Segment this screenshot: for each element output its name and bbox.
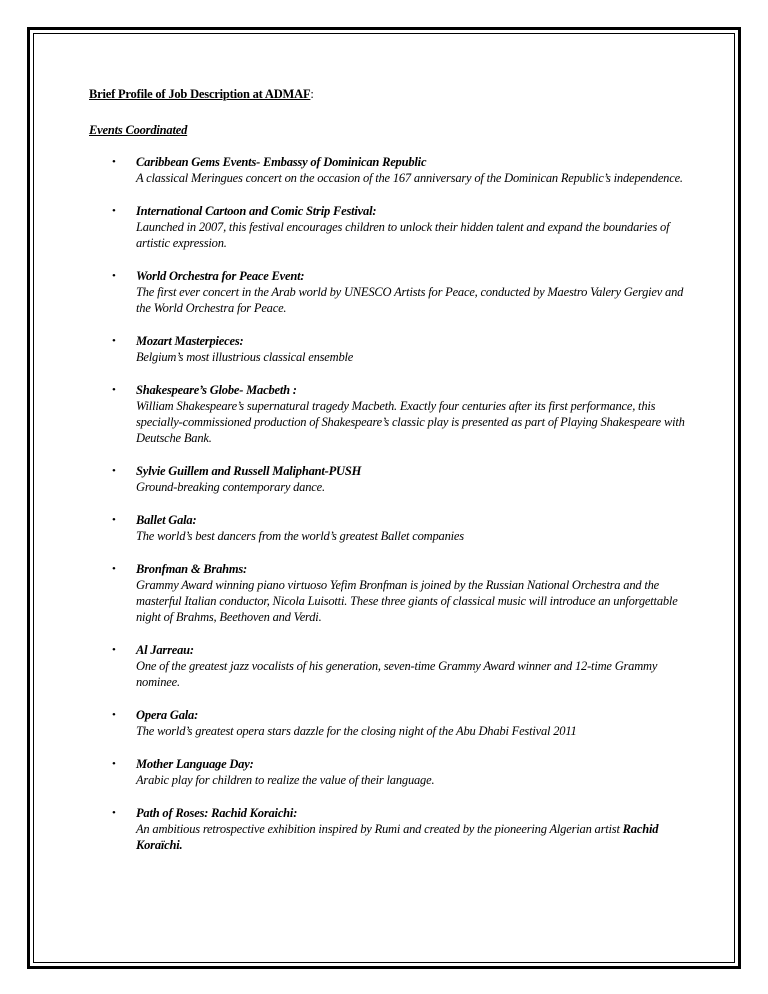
event-description <box>136 284 689 316</box>
event-description-text: Arabic play for children to realize the value of their language. <box>136 773 435 787</box>
event-item <box>89 805 689 853</box>
document-body <box>89 86 689 870</box>
event-description-text: The world’s greatest opera stars dazzle for the closing night of the Abu Dhabi Festival 2011 <box>136 724 577 738</box>
event-item <box>89 463 689 495</box>
event-description <box>136 577 689 625</box>
event-description-text: The first ever concert in the Arab world by UNESCO Artists for Peace, conducted by Maestro Valery Gergiev and the World Orchestra for Peace. <box>136 285 684 315</box>
event-item <box>89 756 689 788</box>
event-title: Al Jarreau: <box>136 643 194 657</box>
event-description <box>136 349 689 365</box>
bullet-icon: • <box>112 384 116 396</box>
heading-text: Brief Profile of Job Description at ADMAF <box>89 87 311 101</box>
bullet-icon: • <box>112 514 116 526</box>
event-item <box>89 268 689 316</box>
event-description-text: Launched in 2007, this festival encourages children to unlock their hidden talent and expand the boundaries of artistic expression. <box>136 220 670 250</box>
event-item <box>89 707 689 739</box>
bullet-icon: • <box>112 205 116 217</box>
event-description-text: An ambitious retrospective exhibition inspired by Rumi and created by the pioneering Algerian artist <box>136 822 623 836</box>
heading-colon: : <box>310 87 314 101</box>
event-title: Sylvie Guillem and Russell Maliphant-PUSH <box>136 464 362 478</box>
event-description <box>136 772 689 788</box>
event-item <box>89 333 689 365</box>
event-title: Ballet Gala: <box>136 513 197 527</box>
events-list <box>89 154 689 853</box>
event-description-text: Ground-breaking contemporary dance. <box>136 480 325 494</box>
event-title: Bronfman & Brahms: <box>136 562 248 576</box>
event-item <box>89 561 689 625</box>
event-item <box>89 203 689 251</box>
event-title: Shakespeare’s Globe- Macbeth : <box>136 383 297 397</box>
bullet-icon: • <box>112 465 116 477</box>
event-item <box>89 382 689 446</box>
event-title: Caribbean Gems Events- Embassy of Dominican Republic <box>136 155 427 169</box>
event-title: World Orchestra for Peace Event: <box>136 269 305 283</box>
event-description <box>136 821 689 853</box>
event-description <box>136 479 689 495</box>
event-title: International Cartoon and Comic Strip Festival: <box>136 204 377 218</box>
event-description-text: The world’s best dancers from the world’s greatest Ballet companies <box>136 529 464 543</box>
event-title: Mother Language Day: <box>136 757 254 771</box>
event-description <box>136 219 689 251</box>
event-title: Mozart Masterpieces: <box>136 334 244 348</box>
event-item <box>89 512 689 544</box>
event-description-text: William Shakespeare’s supernatural tragedy Macbeth. Exactly four centuries after its first performance, this specially-commissioned production of Shakespeare’s classic play is presented as part of Playing Shakespeare with Deutsche Bank. <box>136 399 685 445</box>
bullet-icon: • <box>112 709 116 721</box>
event-description-text: A classical Meringues concert on the occasion of the 167 anniversary of the Dominican Republic’s independence. <box>136 171 683 185</box>
event-description <box>136 658 689 690</box>
event-description <box>136 723 689 739</box>
event-description-text: One of the greatest jazz vocalists of his generation, seven-time Grammy Award winner and 12-time Grammy nominee. <box>136 659 658 689</box>
event-description-strong: Rachid Koraïchi. <box>136 822 659 852</box>
bullet-icon: • <box>112 563 116 575</box>
bullet-icon: • <box>112 270 116 282</box>
event-description <box>136 398 689 446</box>
event-description-text: Belgium’s most illustrious classical ensemble <box>136 350 354 364</box>
document-heading <box>89 86 689 102</box>
bullet-icon: • <box>112 807 116 819</box>
event-description-text: Grammy Award winning piano virtuoso Yefim Bronfman is joined by the Russian National Orchestra and the masterful Italian conductor, Nicola Luisotti. These three giants of classical music will introduce an unforgettable night of Brahms, Beethoven and Verdi. <box>136 578 678 624</box>
event-item <box>89 642 689 690</box>
event-description <box>136 528 689 544</box>
bullet-icon: • <box>112 758 116 770</box>
event-item <box>89 154 689 186</box>
bullet-icon: • <box>112 644 116 656</box>
event-description <box>136 170 689 186</box>
event-title: Opera Gala: <box>136 708 199 722</box>
bullet-icon: • <box>112 156 116 168</box>
section-title: Events Coordinated <box>89 123 188 137</box>
event-title: Path of Roses: Rachid Koraichi: <box>136 806 298 820</box>
bullet-icon: • <box>112 335 116 347</box>
